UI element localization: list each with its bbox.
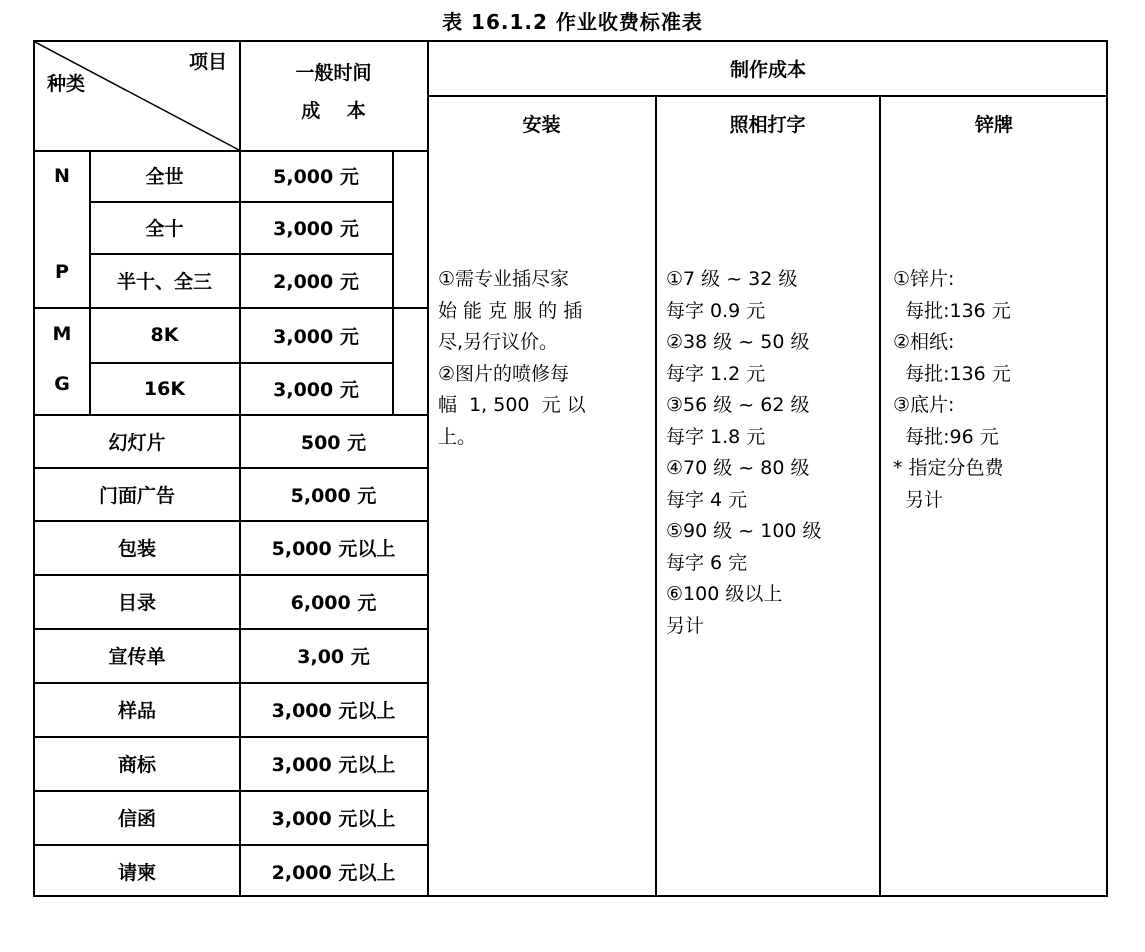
- row-cost: 5,000 元以上: [271, 538, 396, 560]
- install-line: 上。: [438, 425, 477, 448]
- row-name: 8K: [150, 324, 179, 346]
- row-name: 16K: [143, 377, 186, 400]
- vline-general: [427, 42, 429, 897]
- photo-line: ⑤90 级 ~ 100 级: [666, 520, 822, 542]
- install-line: ②图片的喷修每: [438, 362, 570, 385]
- header-general-line2: 成 本: [301, 99, 366, 122]
- install-notes: [438, 264, 650, 453]
- header-general-line1: 一般时间: [295, 61, 372, 84]
- row-cost: 2,000 元以上: [271, 861, 396, 884]
- row-name: 请柬: [117, 861, 156, 884]
- photo-notes: [666, 264, 876, 642]
- install-line: ①需专业插尽家: [438, 268, 570, 290]
- row-cost: 5,000 元: [290, 484, 377, 507]
- row-name: 全世: [145, 166, 184, 188]
- row-cost: 3,000 元: [273, 325, 359, 348]
- group-letter-p: P: [55, 261, 69, 283]
- row-cost: 3,00 元: [297, 646, 370, 668]
- row-name: 全十: [145, 218, 184, 240]
- install-line: 尽,另行议价。: [438, 331, 559, 353]
- row-name: 半十、全三: [116, 271, 212, 293]
- table-title: 表 16.1.2 作业收费标准表: [442, 10, 703, 34]
- row-cost: 3,000 元以上: [271, 808, 396, 830]
- row-cost: 6,000 元: [290, 592, 377, 614]
- row-cost: 5,000 元: [273, 166, 359, 188]
- photo-line: 另计: [666, 614, 705, 637]
- photo-line: ①7 级 ~ 32 级: [666, 268, 798, 290]
- group-letter-m: M: [52, 323, 72, 345]
- row-name: 样品: [117, 700, 156, 722]
- row-cost: 2,000 元: [273, 271, 359, 293]
- row-cost: 3,000 元以上: [271, 754, 396, 776]
- group-letter-n: N: [54, 165, 70, 187]
- vline-install: [655, 95, 657, 897]
- zinc-notes: [893, 264, 1105, 516]
- photo-line: ②38 级 ~ 50 级: [666, 331, 810, 353]
- fee-table: [33, 40, 1108, 897]
- header-install: 安装: [522, 114, 561, 136]
- header-zinc: 锌牌: [974, 114, 1013, 136]
- zinc-line: 每批:136 元: [893, 299, 1011, 322]
- row-name: 幻灯片: [108, 431, 166, 454]
- photo-line: 每字 1.2 元: [666, 362, 766, 385]
- zinc-line: ②相纸:: [893, 331, 955, 353]
- zinc-line: 每批:136 元: [893, 362, 1011, 385]
- photo-line: 每字 0.9 元: [666, 299, 766, 322]
- zinc-line: 每批:96 元: [893, 425, 999, 448]
- vline-photo: [879, 95, 881, 897]
- install-line: 幅 1, 500 元 以: [438, 394, 586, 416]
- install-line: 始 能 克 服 的 插: [438, 299, 583, 322]
- row-name: 宣传单: [108, 646, 166, 668]
- header-production: 制作成本: [729, 59, 806, 81]
- row-name: 门面广告: [98, 484, 175, 507]
- row-name: 信函: [117, 808, 156, 830]
- row-cost: 3,000 元: [273, 379, 359, 401]
- row-name: 目录: [117, 592, 156, 614]
- row-cost: 3,000 元: [273, 218, 359, 240]
- header-photo: 照相打字: [729, 114, 806, 136]
- header-kind-label: 种类: [47, 72, 86, 95]
- zinc-line: 另计: [893, 488, 944, 511]
- photo-line: ④70 级 ~ 80 级: [666, 457, 810, 479]
- zinc-line: ③底片:: [893, 394, 955, 416]
- row-cost: 500 元: [300, 431, 367, 454]
- zinc-line: * 指定分色费: [893, 457, 1004, 479]
- group-letter-g: G: [54, 373, 70, 395]
- photo-line: 每字 1.8 元: [666, 425, 766, 448]
- photo-line: 每字 4 元: [666, 488, 748, 511]
- photo-line: 每字 6 完: [666, 551, 748, 574]
- photo-line: ⑥100 级以上: [666, 583, 783, 605]
- row-cost: 3,000 元以上: [271, 700, 396, 722]
- zinc-line: ①锌片:: [893, 268, 955, 290]
- photo-line: ③56 级 ~ 62 级: [666, 394, 810, 416]
- row-name: 商标: [117, 754, 156, 776]
- vline-np-mg-right: [392, 150, 394, 414]
- header-item-label: 项目: [188, 50, 227, 73]
- row-name: 包装: [117, 538, 156, 560]
